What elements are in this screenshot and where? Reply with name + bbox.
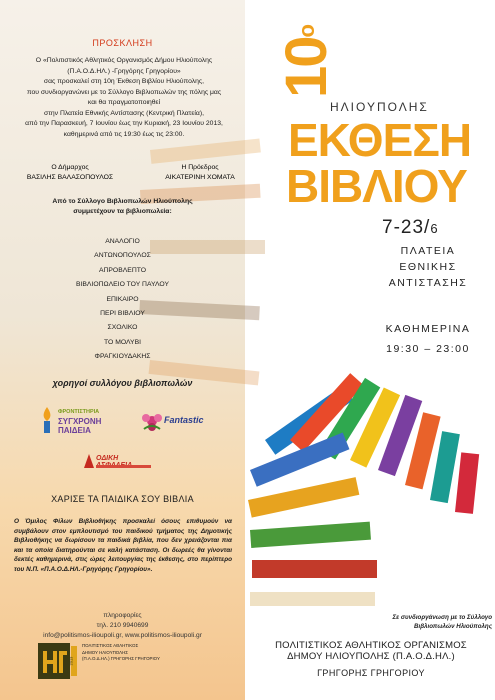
cooperation-line: Βιβλιοπωλών Ηλιούπολης	[414, 623, 492, 630]
invitation-title: ΠΡΟΣΚΛΗΣΗ	[92, 38, 153, 48]
venue	[368, 243, 488, 291]
sponsor-logo-odiki-asfaleia	[84, 452, 154, 472]
edition-number-text: 10	[274, 37, 339, 98]
mayor-name: ΒΑΣΙΛΗΣ ΒΑΛΑΣΟΠΟΥΛΟΣ	[26, 174, 114, 181]
edition-number	[274, 26, 339, 98]
logo-year-bar	[68, 646, 77, 676]
organizer-line: ΠΟΛΙΤΙΣΤΙΚΟΣ ΑΘΛΗΤΙΚΟΣ ΟΡΓΑΝΙΣΜΟΣ	[275, 640, 467, 651]
invitation-line: στην Πλατεία Εθνικής Αντίστασης (Κεντρική Πλατεία),	[44, 109, 204, 117]
sponsor-logo-label: ΦΡΟΝΤΙΣΤΗΡΙΑ	[58, 409, 100, 415]
donation-text: Ο Όμιλος Φίλων Βιβλιοθήκης προσκαλεί όσους επιθυμούν να συμβάλουν στον εμπλουτισμό του παιδικού τμήματος της Δημοτικής Βιβλιοθήκης να δωρίσουν τα παιδικά βιβλία, που δεν χρειάζονται πια και τα οποία διατηρούνται σε καλή κατάσταση. Οι δωρεές θα γίνονται δεκτές καθημερινά, στις ώρες λειτουργίας της έκθεσης, στο περίπτερο του Ν.Π. «Π.Α.Ο.Δ.ΗΛ.-Γρηγόρης Γρηγορίου».	[14, 518, 232, 573]
sponsor-logo-label: ΟΔΙΚΗ	[96, 455, 119, 462]
members-heading	[0, 197, 245, 217]
cooperation-line: Σε συνδιοργάνωση με το Σύλλογο	[392, 614, 492, 621]
flower-icon	[140, 409, 164, 433]
info-phone: τηλ. 210 9940699	[96, 621, 149, 629]
list-item: ΦΡΑΓΚΙΟΥΔΑΚΗΣ	[94, 353, 151, 361]
city-name: ΗΛΙΟΥΠΟΛΗΣ	[330, 100, 429, 114]
organization-logo	[38, 643, 188, 685]
info-label: πληροφορίες	[103, 612, 142, 619]
venue-line: ΑΝΤΙΣΤΑΣΗΣ	[388, 277, 468, 289]
daily-label: ΚΑΘΗΜΕΡΙΝΑ	[385, 323, 471, 335]
list-item: ΒΙΒΛΙΟΠΩΛΕΙΟ ΤΟΥ ΠΑΥΛΟΥ	[75, 281, 170, 289]
event-dates	[382, 217, 439, 239]
invitation-line: σας προσκαλεί στη 10η Έκθεση Βιβλίου Ηλιούπολης,	[43, 78, 205, 85]
mayor-title: Ο Δήμαρχος	[51, 164, 89, 171]
invitation-text	[8, 56, 240, 140]
donation-title: ΧΑΡΙΣΕ ΤΑ ΠΑΙΔΙΚΑ ΣΟΥ ΒΙΒΛΙΑ	[51, 494, 194, 504]
list-item: ΑΝΑΛΟΓΙΟ	[105, 238, 140, 245]
opening-hours	[368, 319, 488, 359]
logo-mark-icon	[38, 643, 70, 679]
torch-icon	[38, 405, 56, 435]
invitation-line: Ο «Πολιτιστικός Αθλητικός Οργανισμός Δήμου Ηλιούπολης	[35, 57, 213, 64]
invitation-line: που συνδιοργανώνει με το Σύλλογο Βιβλιοπωλών της πόλης μας	[26, 88, 222, 96]
sponsors-heading: χορηγοί συλλόγου βιβλιοπωλών	[52, 378, 193, 388]
hours-range: 19:30 – 23:00	[386, 343, 470, 355]
logo-text-line: (Π.Α.Ο.Δ.ΗΛ.) ΓΡΗΓΟΡΗΣ ΓΡΗΓΟΡΙΟΥ	[82, 656, 160, 661]
sponsor-logo-fantastic	[140, 404, 210, 438]
sponsor-logo-label: ΣΥΓΧΡΟΝΗ ΠΑΙΔΕΙΑ	[58, 417, 102, 435]
edition-ordinal: ο	[294, 26, 319, 38]
organizer-name	[252, 640, 490, 662]
venue-line: ΠΛΑΤΕΙΑ	[400, 245, 456, 257]
poster-title-line-2: ΒΙΒΛΙΟΥ	[286, 160, 467, 212]
president-title: Η Πρόεδρος	[181, 164, 219, 171]
mayor-signature	[20, 163, 120, 183]
list-item: ΣΧΟΛΙΚΟ	[107, 324, 138, 332]
event-days: 7-23/	[382, 217, 431, 238]
list-item: ΠΕΡΙ ΒΙΒΛΙΟΥ	[100, 310, 145, 318]
list-item: ΑΝΤΩΝΟΠΟΥΛΟΣ	[94, 252, 151, 260]
logo-text	[82, 643, 160, 663]
invitation-line: καθημερινά από τις 19:30 έως τις 23:00.	[63, 130, 185, 138]
event-month: 6	[430, 221, 439, 236]
logo-year: 2013	[68, 656, 74, 666]
logo-block	[38, 643, 70, 679]
poster-title-line-1: ΕΚΘΕΣΗ	[288, 114, 472, 166]
bookshop-list	[0, 235, 245, 365]
president-signature	[150, 163, 250, 183]
invitation-line: από την Παρασκευή, 7 Ιουνίου έως την Κυριακή, 23 Ιουνίου 2013,	[25, 120, 223, 127]
members-heading-line: συμμετέχουν τα βιβλιοπωλεία:	[73, 208, 172, 215]
logo-text-line: ΔΗΜΟΥ ΗΛΙΟΥΠΟΛΗΣ	[82, 649, 128, 655]
list-item: ΑΠΡΟΒΛΕΠΤΟ	[98, 266, 147, 274]
logo-stripe	[96, 465, 151, 468]
organizer-subtitle: ΓΡΗΓΟΡΗΣ ΓΡΗΓΟΡΙΟΥ	[317, 668, 425, 678]
cooperation-note	[330, 613, 492, 631]
logo-text-line: ΠΟΛΙΤΙΣΤΙΚΟΣ ΑΘΛΗΤΙΚΟΣ	[82, 643, 139, 648]
contact-info	[0, 611, 245, 640]
info-contacts: info@politismos-ilioupoli.gr, www.politismos-ilioupoli.gr	[43, 631, 202, 639]
president-name: ΑΙΚΑΤΕΡΙΝΗ ΧΟΜΑΤΑ	[165, 174, 235, 181]
road-sign-icon	[84, 454, 94, 468]
organizer-line: ΔΗΜΟΥ ΗΛΙΟΥΠΟΛΗΣ (Π.Α.Ο.Δ.ΗΛ.)	[287, 651, 455, 662]
venue-line: ΕΘΝΙΚΗΣ	[399, 261, 457, 273]
sponsor-logo-label: Fantastic	[164, 415, 204, 425]
members-heading-line: Από το Σύλλογο Βιβλιοπωλών Ηλιούπολης	[52, 198, 193, 205]
list-item: ΤΟ ΜΟΛΥΒΙ	[103, 338, 142, 346]
list-item: ΕΠΙΚΑΙΡΟ	[106, 295, 139, 303]
sponsor-logo-sygxroni-paideia	[38, 403, 118, 439]
invitation-line: και θα πραγματοποιηθεί	[87, 99, 161, 106]
invitation-line: (Π.Α.Ο.Δ.ΗΛ.) -Γρηγόρης Γρηγορίου»	[67, 67, 181, 75]
